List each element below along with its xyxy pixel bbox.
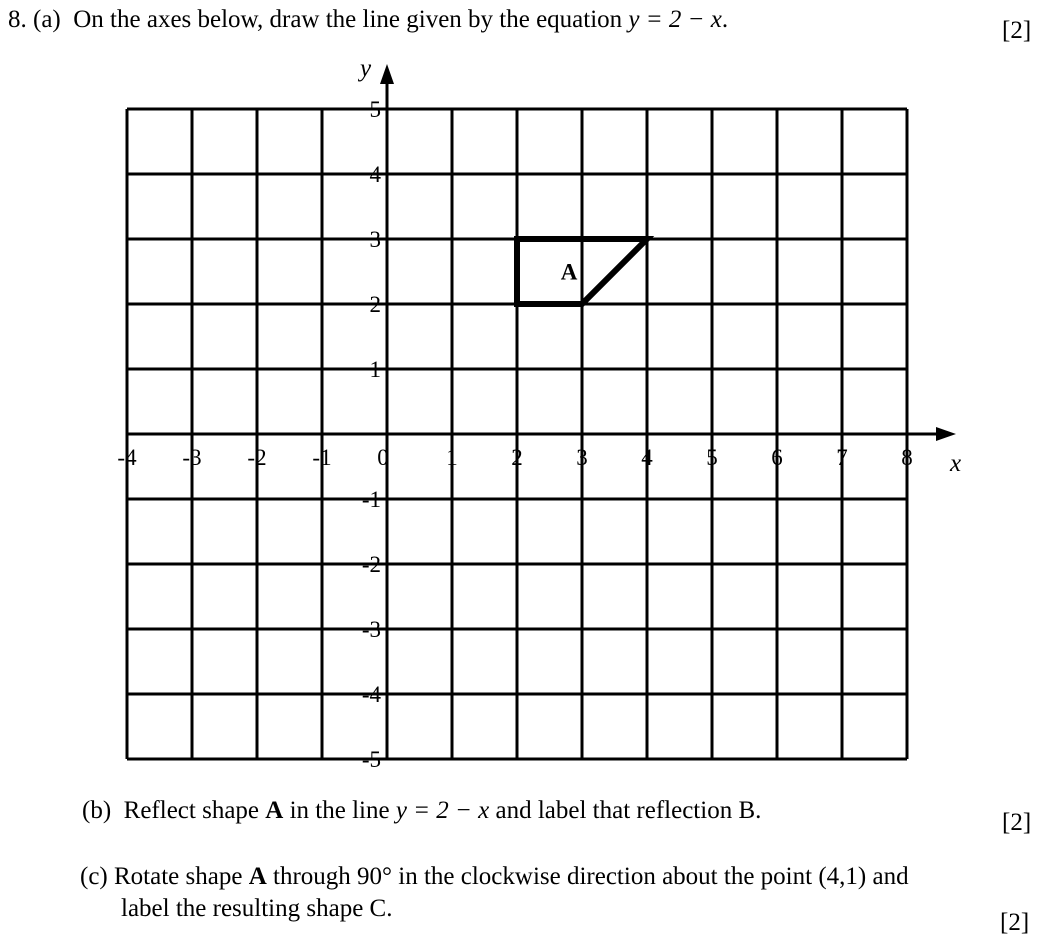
- x-tick-label: 0: [377, 445, 389, 470]
- x-tick-label: 3: [576, 445, 588, 470]
- part-c-text-3: and: [872, 863, 909, 890]
- x-tick-label: 4: [641, 445, 653, 470]
- part-c-label: (c): [80, 863, 108, 890]
- x-axis-label: x: [950, 450, 962, 477]
- part-b-text-1: Reflect shape: [123, 797, 260, 824]
- y-tick-label: 5: [369, 97, 381, 122]
- y-tick-label: 4: [369, 162, 381, 187]
- y-axis-arrow: [380, 64, 394, 84]
- part-b-marks: [2]: [1002, 809, 1032, 836]
- x-tick-label: -1: [312, 445, 332, 470]
- x-tick-label: 7: [836, 445, 848, 470]
- part-c-shape: A: [248, 863, 267, 890]
- part-b-text-2: in the line: [289, 797, 390, 824]
- part-c-text-2: through 90° in the clockwise direction about the point: [273, 863, 813, 890]
- part-c-line-2: label the resulting shape C.: [121, 895, 393, 922]
- question-8b: [82, 796, 761, 826]
- x-tick-label: 2: [511, 445, 523, 470]
- y-tick-label: -3: [361, 617, 381, 642]
- x-tick-label: -2: [247, 445, 267, 470]
- x-tick-label: -4: [117, 445, 137, 470]
- x-tick-label: 6: [771, 445, 783, 470]
- x-tick-label: 1: [446, 445, 458, 470]
- x-axis-arrow: [936, 427, 956, 441]
- y-tick-label: -2: [361, 552, 381, 577]
- y-tick-label: -4: [361, 682, 381, 707]
- x-tick-label: 5: [706, 445, 718, 470]
- part-c-point: (4,1): [818, 863, 867, 890]
- y-tick-label: 3: [369, 227, 381, 252]
- part-a-label: (a): [33, 6, 61, 33]
- y-tick-label: -1: [361, 487, 381, 512]
- part-b-shape: A: [265, 797, 284, 824]
- y-tick-label: 2: [369, 292, 381, 317]
- part-a-period: .: [721, 6, 729, 33]
- y-tick-label: -5: [361, 747, 381, 772]
- question-8c: [80, 862, 909, 892]
- x-tick-label: 8: [901, 445, 913, 470]
- axes: [127, 64, 956, 759]
- x-tick-label: -3: [182, 445, 202, 470]
- part-b-label: (b): [82, 797, 112, 824]
- part-a-text: On the axes below, draw the line given by the equation: [73, 6, 623, 33]
- part-b-equation: y = 2 − x: [395, 797, 490, 824]
- part-a-marks: [2]: [1002, 17, 1032, 44]
- part-b-text-3: and label that reflection B.: [495, 797, 762, 824]
- part-c-text-1: Rotate shape: [114, 863, 243, 890]
- tick-labels: [117, 55, 961, 772]
- part-c-marks: [2]: [1000, 909, 1030, 936]
- part-a-equation: y = 2 − x: [628, 6, 722, 33]
- y-axis-label: y: [360, 55, 372, 82]
- question-number: 8.: [8, 6, 27, 33]
- y-tick-label: 1: [369, 357, 381, 382]
- shape-a-label: A: [560, 259, 578, 285]
